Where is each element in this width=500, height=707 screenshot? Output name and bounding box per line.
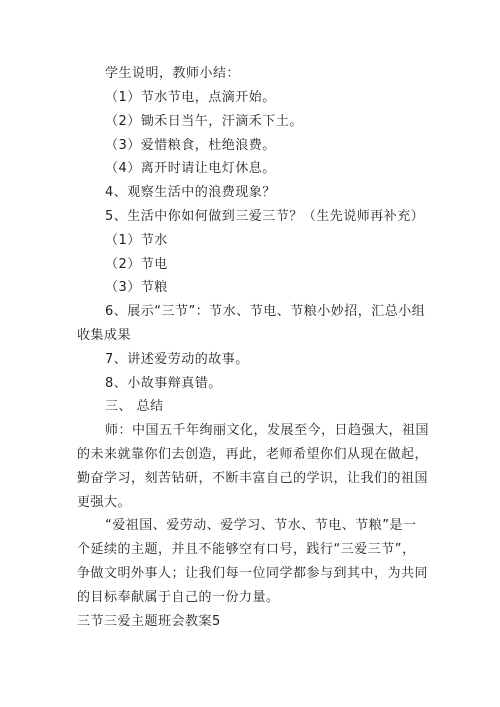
text-line-16: 师：中国五千年绚丽文化，发展至今，日趋强大，祖国 [105, 423, 430, 438]
text-line-2: （1）节水节电，点滴开始。 [105, 90, 276, 105]
text-line-6: 4、观察生活中的浪费现象？ [105, 185, 276, 200]
next-lesson-title: 三节三爱主题班会教案5 [77, 614, 221, 629]
text-line-18: 勤奋学习，刻苦钻研，不断丰富自己的学识，让我们的祖国 [77, 471, 429, 486]
text-line-10: （3）节粮 [105, 280, 168, 295]
text-line-22: 争做文明外事人；让我们每一位同学都参与到其中，为共同 [77, 566, 429, 581]
text-line-7: 5、生活中你如何做到三爱三节？（生先说师再补充） [105, 209, 425, 224]
text-line-4: （3）爱惜粮食，杜绝浪费。 [105, 138, 276, 153]
text-line-5: （4）离开时请让电灯休息。 [105, 161, 276, 176]
text-line-21: 个延续的主题，并且不能够空有口号，践行“三爱三节”， [77, 542, 416, 557]
text-line-11: 6、展示“三节”：节水、节电、节粮小妙招，汇总小组 [105, 304, 426, 319]
text-line-9: （2）节电 [105, 257, 168, 272]
text-line-20: “爱祖国、爱劳动、爱学习、节水、节电、节粮”是一 [105, 518, 417, 533]
text-line-13: 7、讲述爱劳动的故事。 [105, 352, 249, 367]
text-line-8: （1）节水 [105, 233, 168, 248]
text-line-1: 学生说明，教师小结： [105, 66, 241, 81]
text-line-3: （2）锄禾日当午，汗滴禾下土。 [105, 114, 303, 129]
text-line-14: 8、小故事辩真错。 [105, 376, 222, 391]
text-line-23: 的目标奉献属于自己的一份力量。 [77, 590, 280, 605]
text-line-19: 更强大。 [77, 495, 132, 510]
text-line-17: 的未来就靠你们去创造，再此，老师希望你们从现在做起， [77, 447, 429, 462]
section-heading-summary: 三、 总结 [105, 399, 164, 414]
text-line-12: 收集成果 [77, 328, 132, 343]
